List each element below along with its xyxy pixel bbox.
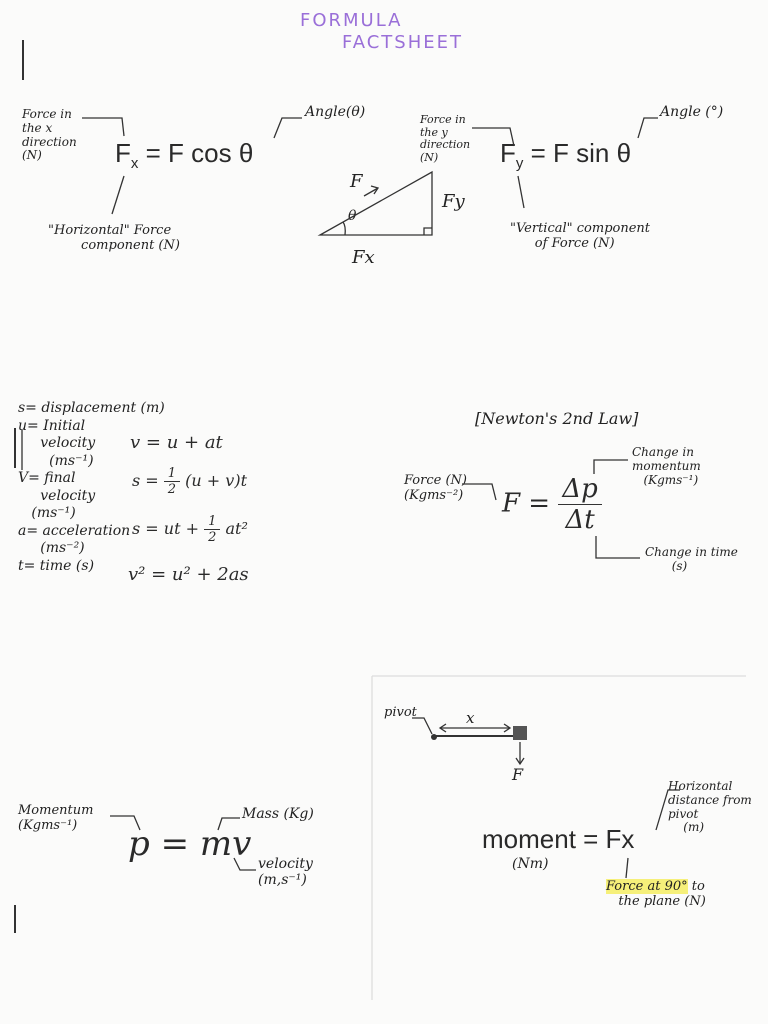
fy-force-pointer [472,128,514,146]
triangle-fy-label: Fy [442,191,465,212]
force-90-pointer [626,858,628,878]
fy-rhs: = F sin θ [530,138,632,168]
fy-sub: y [515,155,524,173]
moment-units: (Nm) [512,856,549,872]
momentum-change-label: Change in momentum (Kgms⁻¹) [632,445,701,487]
fy-vertical-pointer [518,176,524,208]
force-y-label: Force in the y direction (N) [420,113,471,164]
distance-label: Horizontal distance from pivot (m) [668,779,752,835]
suvat-legend: s= displacement (m) u= Initial velocity (ms⁻¹) V= final velocity (ms⁻¹) a= acceleration (ms⁻²) t= time (s) [18,400,165,574]
momentum-label: Momentum (Kgms⁻¹) [18,803,94,833]
pivot-label: pivot [384,705,417,720]
force-triangle [320,172,432,235]
pivot-point [431,734,437,740]
suvat-eq2-rhs: (u + v)t [185,471,248,490]
suvat-eq2-num: 1 [164,466,180,482]
title-line-1: FORMULA [300,10,403,31]
force-x-label: Force in the x direction (N) [22,107,77,163]
suvat-eq3-rhs: at² [225,519,248,538]
mass-label: Mass (Kg) [242,806,314,822]
suvat-eq2-lhs: s = [132,471,159,490]
title-line-2: FACTSHEET [342,32,463,53]
velocity-pointer [234,858,256,870]
fx-rhs: = F cos θ [145,138,254,168]
angle-label-left: Angle(θ) [305,104,366,120]
moment-x-label: x [466,709,475,727]
force-90-highlight: Force at 90° [606,879,688,894]
newton-force-pointer [462,484,496,500]
angle-label-right: Angle (°) [660,104,724,120]
suvat-eq2-den: 2 [167,482,177,497]
fy-angle-pointer [638,118,658,138]
distance-pointer [656,790,680,830]
theta-arc [343,222,345,235]
triangle-fx-label: Fx [352,247,375,268]
moment-formula: moment = Fx [482,824,635,854]
horizontal-component-label: "Horizontal" Force component (N) [48,223,180,253]
suvat-eq3-den: 2 [208,530,217,545]
fx-sub: x [130,155,139,173]
newton-header: [Newton's 2nd Law] [475,409,639,428]
fx-force-pointer [82,118,124,136]
fx-horizontal-pointer [112,176,124,214]
suvat-eq3-lhs: s = ut + [132,519,200,538]
suvat-eq3-num: 1 [204,514,220,530]
triangle-theta-label: θ [348,208,357,224]
moment-f-label: F [512,765,524,784]
vertical-component-label: "Vertical" component of Force (N) [510,221,651,251]
time-change-label: Change in time (s) [645,545,738,573]
fx-angle-pointer [274,118,302,138]
pivot-pointer [412,718,432,734]
newton-den: Δt [565,505,595,535]
newton-num: Δp [558,474,601,505]
fx-lhs: F [115,138,131,168]
force-90-rest: to the plane (N) [618,879,706,909]
momentum-formula: p = mv [128,824,252,864]
suvat-eq-1: v = u + at [130,432,223,453]
momentum-change-pointer [594,460,628,474]
moment-weight-block [513,726,527,740]
velocity-label: velocity (m,s⁻¹) [258,856,313,889]
fy-lhs: F [500,138,516,168]
newton-force-label: Force (N) (Kgms⁻²) [404,473,467,503]
mass-pointer [218,818,240,830]
time-change-pointer [596,536,640,558]
momentum-pointer [110,816,140,830]
suvat-eq-4: v² = u² + 2as [128,564,249,585]
right-angle-marker [424,228,432,235]
triangle-f-label: F [350,171,363,192]
newton-lhs: F = [502,488,551,519]
